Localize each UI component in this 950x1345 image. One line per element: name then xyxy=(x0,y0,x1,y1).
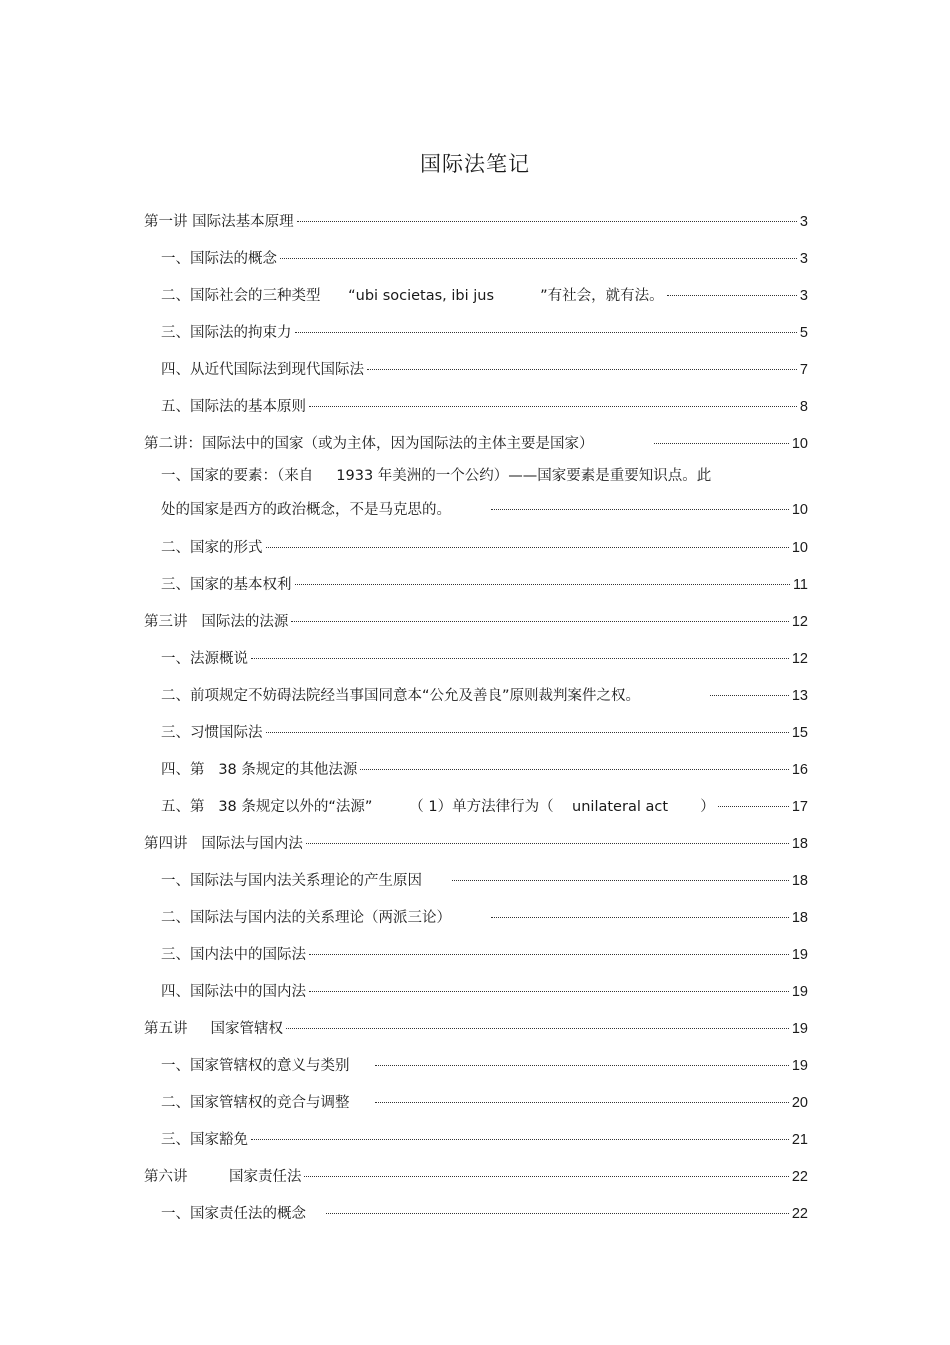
toc-label: 四、第 38 条规定的其他法源 xyxy=(161,762,358,778)
toc-label: 第四讲 国际法与国内法 xyxy=(144,836,303,852)
toc-entry[interactable] xyxy=(144,573,808,610)
dot-leader xyxy=(491,509,789,510)
toc-entry[interactable] xyxy=(144,795,808,832)
toc-entry[interactable] xyxy=(144,943,808,980)
toc-entry[interactable] xyxy=(144,869,808,906)
dot-leader xyxy=(452,880,789,881)
dot-leader xyxy=(286,1028,789,1029)
toc-label: 一、国际法的概念 xyxy=(161,251,277,267)
toc-page-number: 16 xyxy=(791,762,808,778)
toc-entry[interactable] xyxy=(144,284,808,321)
dot-leader xyxy=(266,732,789,733)
dot-leader xyxy=(297,221,797,222)
toc-page-number: 22 xyxy=(791,1169,808,1185)
toc-entry[interactable] xyxy=(144,906,808,943)
toc-entry[interactable] xyxy=(144,464,808,522)
toc-entry[interactable] xyxy=(144,1202,808,1239)
toc-label: 第一讲 国际法基本原理 xyxy=(144,214,294,230)
toc-label: 三、国家的基本权利 xyxy=(161,577,292,593)
toc-page-number: 19 xyxy=(791,1021,808,1037)
dot-leader xyxy=(295,584,790,585)
toc-entry[interactable] xyxy=(144,395,808,432)
toc-label: 三、国际法的拘束力 xyxy=(161,325,292,341)
toc-entry[interactable] xyxy=(144,1054,808,1091)
toc-page-number: 12 xyxy=(791,614,808,630)
toc-page-number: 19 xyxy=(791,947,808,963)
document-title: 国际法笔记 xyxy=(420,152,530,176)
toc-page-number: 5 xyxy=(799,325,808,341)
toc-entry[interactable] xyxy=(144,358,808,395)
dot-leader xyxy=(360,769,788,770)
toc-label: 四、国际法中的国内法 xyxy=(161,984,306,1000)
toc-label: 一、国家的要素：（来自 1933 年美洲的一个公约）——国家要素是重要知识点。此 xyxy=(161,468,712,484)
toc-entry[interactable] xyxy=(144,536,808,573)
toc-page-number: 15 xyxy=(791,725,808,741)
toc-page-number: 18 xyxy=(791,836,808,852)
toc-page-number: 13 xyxy=(791,688,808,704)
toc-page-number: 3 xyxy=(799,251,808,267)
toc-label: 第三讲 国际法的法源 xyxy=(144,614,289,630)
toc-entry[interactable] xyxy=(144,432,808,464)
toc-label: 二、国家管辖权的竞合与调整 xyxy=(161,1095,350,1111)
toc-page-number: 3 xyxy=(799,214,808,230)
toc-page-number: 10 xyxy=(791,540,808,556)
toc-page-number: 19 xyxy=(791,1058,808,1074)
toc-label-continued: 处的国家是西方的政治概念，不是马克思的。 xyxy=(161,502,451,518)
toc-page-number: 19 xyxy=(791,984,808,1000)
dot-leader xyxy=(375,1065,789,1066)
toc-label: 一、国家管辖权的意义与类别 xyxy=(161,1058,350,1074)
toc-page-number: 10 xyxy=(791,436,808,452)
toc-page-number: 7 xyxy=(799,362,808,378)
toc-entry[interactable] xyxy=(144,610,808,647)
toc-entry[interactable] xyxy=(144,247,808,284)
dot-leader xyxy=(309,406,797,407)
toc-page-number: 11 xyxy=(792,577,808,593)
toc-label: 二、国家的形式 xyxy=(161,540,263,556)
toc-page-number: 18 xyxy=(791,910,808,926)
toc-page-number: 10 xyxy=(791,502,808,518)
dot-leader xyxy=(718,806,789,807)
toc-label: 第二讲：国际法中的国家（或为主体，因为国际法的主体主要是国家） xyxy=(144,436,594,452)
dot-leader xyxy=(251,658,789,659)
toc-entry[interactable] xyxy=(144,210,808,247)
toc-page-number: 12 xyxy=(791,651,808,667)
dot-leader xyxy=(710,695,789,696)
dot-leader xyxy=(367,369,797,370)
toc-page-number: 21 xyxy=(791,1132,808,1148)
dot-leader xyxy=(667,295,797,296)
toc-entry[interactable] xyxy=(144,684,808,721)
toc-label: 一、国际法与国内法关系理论的产生原因 xyxy=(161,873,422,889)
table-of-contents xyxy=(144,210,808,1239)
toc-entry[interactable] xyxy=(144,321,808,358)
toc-label: 三、习惯国际法 xyxy=(161,725,263,741)
toc-label: 第六讲 国家责任法 xyxy=(144,1169,302,1185)
dot-leader xyxy=(491,917,789,918)
toc-page-number: 3 xyxy=(799,288,808,304)
dot-leader xyxy=(304,1176,788,1177)
toc-entry[interactable] xyxy=(144,980,808,1017)
toc-entry[interactable] xyxy=(144,721,808,758)
toc-page-number: 8 xyxy=(799,399,808,415)
toc-label: 五、第 38 条规定以外的“法源” （ 1）单方法律行为（ unilateral act ） xyxy=(161,799,715,815)
dot-leader xyxy=(654,443,789,444)
dot-leader xyxy=(326,1213,789,1214)
toc-entry[interactable] xyxy=(144,832,808,869)
dot-leader xyxy=(295,332,797,333)
toc-label: 二、国际社会的三种类型 “ubi societas, ibi jus ”有社会，就有法。 xyxy=(161,288,664,304)
toc-label: 二、前项规定不妨碍法院经当事国同意本“公允及善良”原则裁判案件之权。 xyxy=(161,688,641,704)
toc-page-number: 17 xyxy=(791,799,808,815)
dot-leader xyxy=(266,547,789,548)
toc-label: 一、法源概说 xyxy=(161,651,248,667)
toc-label: 第五讲 国家管辖权 xyxy=(144,1021,284,1037)
dot-leader xyxy=(251,1139,789,1140)
toc-label: 三、国家豁免 xyxy=(161,1132,248,1148)
toc-label: 一、国家责任法的概念 xyxy=(161,1206,306,1222)
toc-page-number: 18 xyxy=(791,873,808,889)
dot-leader xyxy=(309,954,789,955)
toc-entry[interactable] xyxy=(144,647,808,684)
toc-entry[interactable] xyxy=(144,1165,808,1202)
toc-entry[interactable] xyxy=(144,1017,808,1054)
toc-page-number: 22 xyxy=(791,1206,808,1222)
toc-label: 二、国际法与国内法的关系理论（两派三论） xyxy=(161,910,451,926)
toc-page-number: 20 xyxy=(791,1095,808,1111)
toc-entry[interactable] xyxy=(144,1128,808,1165)
dot-leader xyxy=(291,621,789,622)
toc-label: 五、国际法的基本原则 xyxy=(161,399,306,415)
toc-label: 四、从近代国际法到现代国际法 xyxy=(161,362,364,378)
dot-leader xyxy=(306,843,789,844)
dot-leader xyxy=(309,991,789,992)
toc-label: 三、国内法中的国际法 xyxy=(161,947,306,963)
toc-entry[interactable] xyxy=(144,1091,808,1128)
dot-leader xyxy=(280,258,797,259)
toc-entry[interactable] xyxy=(144,758,808,795)
dot-leader xyxy=(375,1102,789,1103)
